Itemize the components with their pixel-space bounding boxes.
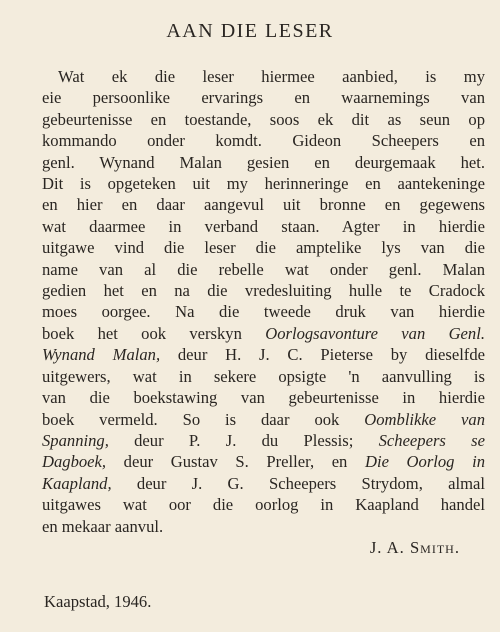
text-segment: uitgawes wat oor die oorlog in Kaapland handel [42,495,485,515]
italic-book-title: Scheepers se [378,430,485,450]
text-line [42,280,485,301]
text-segment: en mekaar aanvul. [42,516,164,536]
text-segment: van die boekstawing van gebeurtenisse in hierdie [42,388,485,408]
author-signature: J. A. Smith. [369,538,460,557]
text-segment: deur Gustav S. Preller, en [106,452,365,472]
text-line [42,323,485,344]
text-segment: uitgewers, wat in sekere opsigte 'n aanvulling is [42,366,485,386]
text-line [42,430,485,451]
text-line [42,409,485,430]
italic-book-title: Dagboek, [42,452,107,472]
italic-book-title: Oorlogsavonture van Genl. [265,323,485,343]
text-line [42,516,485,537]
text-segment: boek vermeld. So is daar ook [42,409,365,429]
text-segment: gedien het en na die vredesluiting hulle te Cradock [42,281,485,301]
text-segment: deur H. J. C. Pieterse by dieselfde [160,345,485,365]
preface-paragraph [42,66,485,537]
italic-book-title: Die Oorlog in [364,452,485,472]
italic-book-title: Kaapland, [42,473,112,493]
text-segment: genl. Wynand Malan gesien en deurgemaak het. [42,152,485,172]
text-line [42,216,485,237]
text-line [42,194,485,215]
text-line [42,473,485,494]
place-date: Kaapstad, 1946. [44,592,152,611]
text-segment: wat daarmee in verband staan. Agter in hierdie [42,216,485,236]
text-segment: gebeurtenisse en toestande, soos ek dit as seun op [42,109,485,129]
text-line [42,152,485,173]
page-title: AAN DIE LESER [166,20,334,42]
text-line [42,66,485,87]
text-segment: moes oorgee. Na die tweede druk van hierdie [42,302,485,322]
text-line [42,451,485,472]
text-segment: deur J. G. Scheepers Strydom, almal [111,473,485,493]
text-line [42,109,485,130]
text-line [42,237,485,258]
text-segment: boek het ook verskyn [42,323,266,343]
text-line [42,366,485,387]
text-segment: deur P. J. du Plessis; [108,430,379,450]
text-line [42,173,485,194]
text-line [42,301,485,322]
italic-book-title: Spanning, [42,430,109,450]
text-segment: kommando onder komdt. Gideon Scheepers en [42,131,485,151]
text-segment: Wat ek die leser hiermee aanbied, is my [58,67,485,86]
italic-book-title: Wynand Malan, [42,345,161,365]
text-segment: eie persoonlike ervarings en waarnemings van [42,88,485,108]
text-line [42,259,485,280]
text-line [42,344,485,365]
text-segment: Dit is opgeteken uit my herinneringe en aantekeninge [42,174,485,194]
text-segment: en hier en daar aangevul uit bronne en gegewens [42,195,485,215]
text-segment: name van al die rebelle wat onder genl. Malan [42,259,485,279]
text-line [42,387,485,408]
text-line [42,87,485,108]
text-line [42,494,485,515]
text-line [42,130,485,151]
text-segment: uitgawe vind die leser die amptelike lys van die [42,238,485,258]
italic-book-title: Oomblikke van [364,409,486,429]
